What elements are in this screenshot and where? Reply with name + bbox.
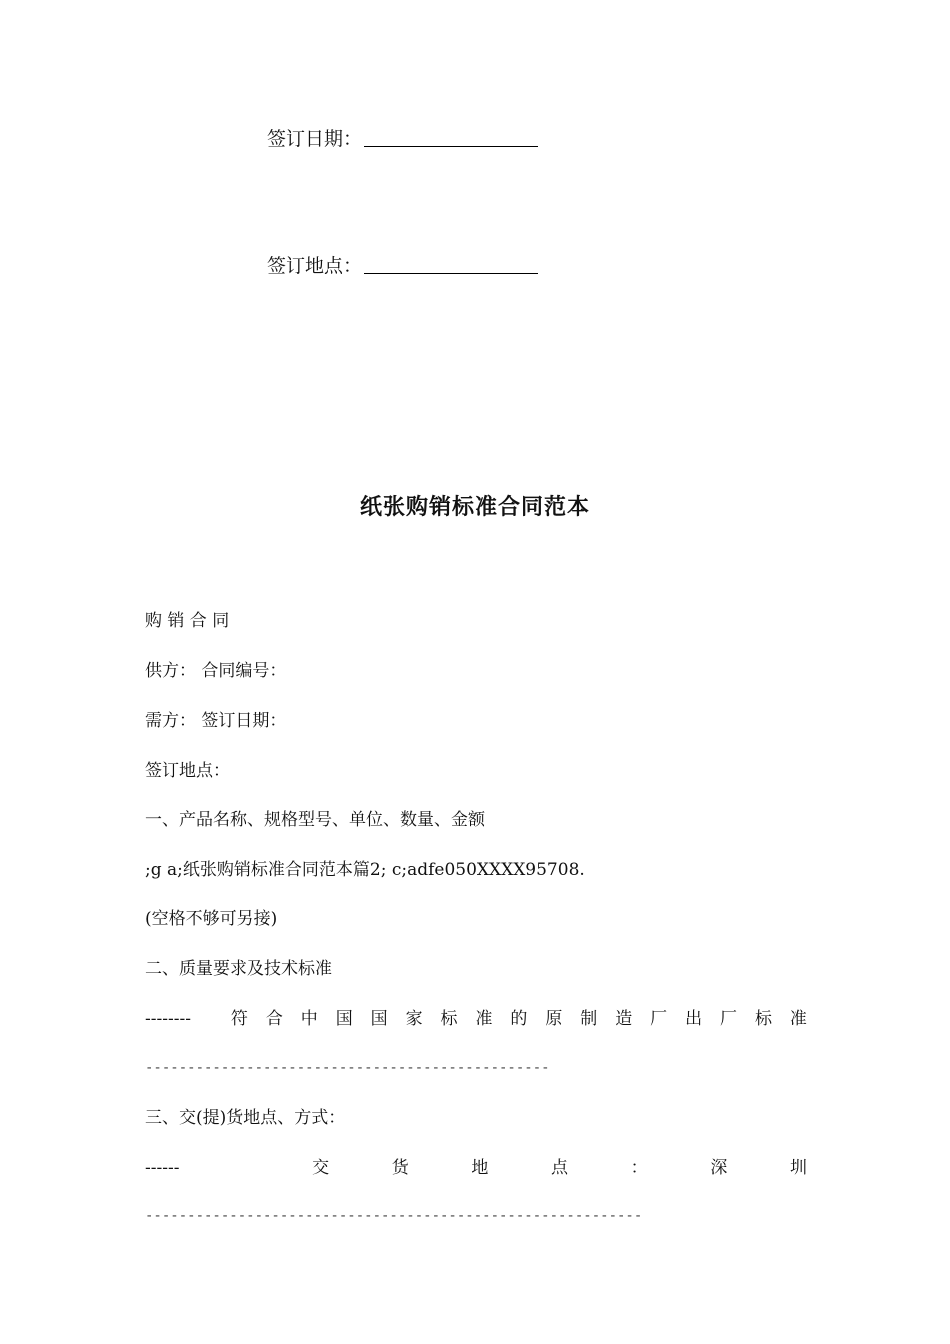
delivery-char: 地 — [471, 1158, 489, 1178]
quality-tail-dashes: ------------------------------------------------ — [145, 1060, 550, 1076]
delivery-lead-dashes: ------ — [145, 1158, 180, 1178]
sign-date-label: 签订日期： — [267, 128, 363, 150]
section-2-heading: 二、质量要求及技术标准 — [145, 959, 332, 979]
document-title: 纸张购销标准合同范本 — [359, 495, 590, 520]
quality-char: 原 — [545, 1009, 563, 1029]
quality-lead-dashes: -------- — [145, 1009, 191, 1029]
quality-char: 标 — [440, 1009, 458, 1029]
quality-char: 出 — [685, 1009, 703, 1029]
quality-char: 厂 — [650, 1009, 668, 1029]
sign-place-label: 签订地点： — [267, 255, 363, 277]
delivery-place-row — [145, 1157, 807, 1179]
delivery-char: ： — [630, 1158, 648, 1178]
quality-char: 准 — [475, 1009, 493, 1029]
quality-char: 合 — [265, 1009, 283, 1029]
quality-char: 国 — [370, 1009, 388, 1029]
quality-char: 的 — [510, 1009, 528, 1029]
sign-date-field — [267, 126, 538, 151]
quality-char: 厂 — [720, 1009, 738, 1029]
delivery-char: 交 — [312, 1158, 330, 1178]
quality-char: 符 — [230, 1009, 248, 1029]
delivery-tail-dashes: ----------------------------------------------------------- — [145, 1208, 643, 1224]
quality-char: 国 — [335, 1009, 353, 1029]
section-1-heading: 一、产品名称、规格型号、单位、数量、金额 — [145, 810, 485, 830]
quality-standard-row — [145, 1008, 807, 1030]
section-3-heading: 三、交(提)货地点、方式： — [145, 1108, 346, 1128]
delivery-char: 圳 — [789, 1158, 807, 1178]
supplier-line: 供方： 合同编号： — [145, 661, 287, 681]
quality-char: 造 — [615, 1009, 633, 1029]
quality-char: 制 — [580, 1009, 598, 1029]
sign-place-field — [267, 253, 538, 278]
sign-date-blank — [364, 126, 538, 147]
quality-char: 家 — [405, 1009, 423, 1029]
buyer-line: 需方： 签订日期： — [145, 711, 287, 731]
delivery-char: 深 — [710, 1158, 728, 1178]
quality-char: 中 — [300, 1009, 318, 1029]
quality-char: 标 — [754, 1009, 772, 1029]
note-line: (空格不够可另接) — [145, 909, 278, 929]
sign-place-blank — [364, 253, 538, 274]
delivery-char: 货 — [391, 1158, 409, 1178]
quality-char: 准 — [789, 1009, 807, 1029]
contract-heading: 购 销 合 同 — [145, 611, 230, 631]
place-line: 签订地点： — [145, 761, 230, 781]
delivery-char: 点 — [551, 1158, 569, 1178]
code-line: ;g a;纸张购销标准合同范本篇2; c;adfe050XXXX95708. — [145, 860, 585, 880]
